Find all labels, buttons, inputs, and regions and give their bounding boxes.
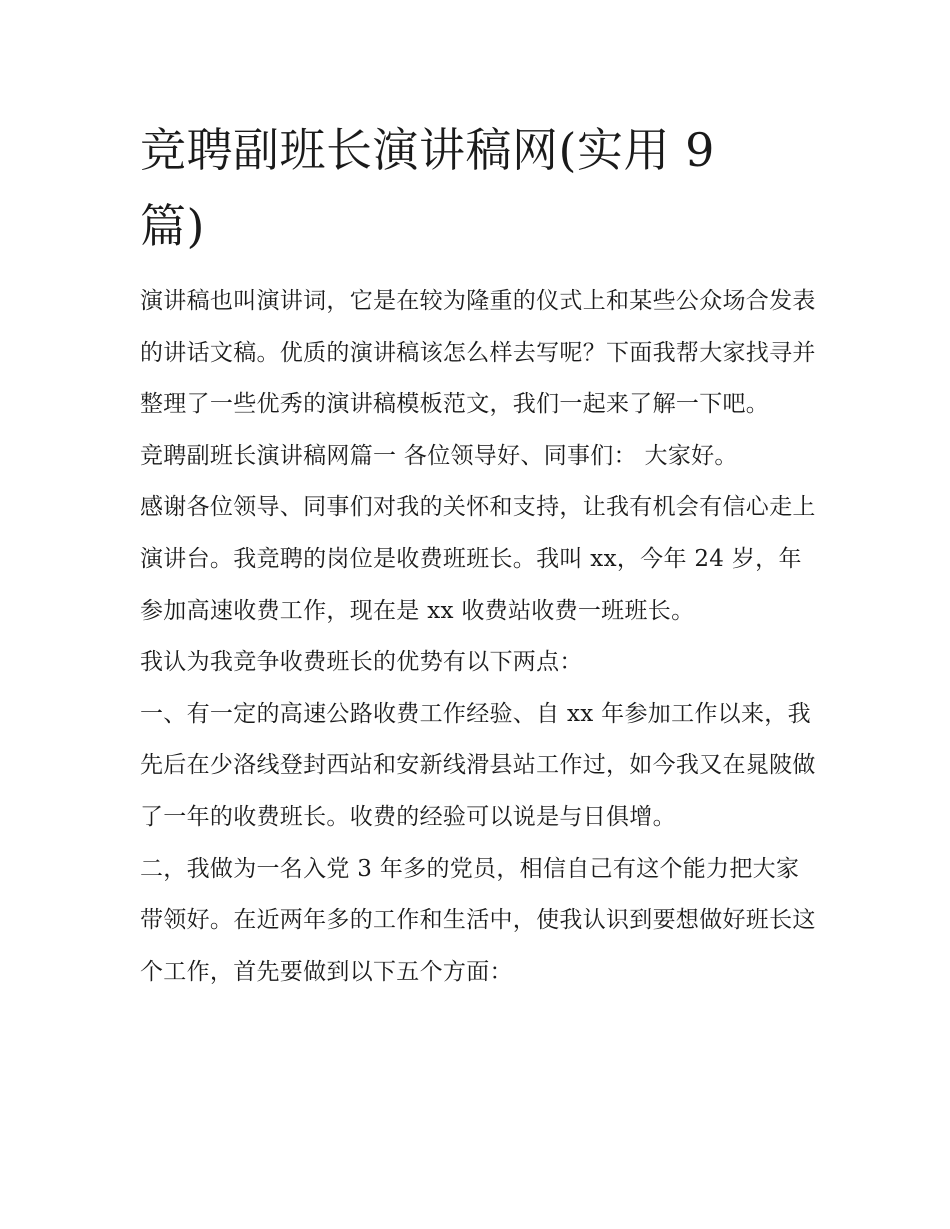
paragraph-advantage-one: 一、有一定的高速公路收费工作经验、自 xx 年参加工作以来，我先后在少洛线登封西站和安新线滑县站工作过，如今我又在晁陂做了一年的收费班长。收费的经验可以说是与日俱增。 [140,700,816,830]
paragraph-greeting: 竞聘副班长演讲稿网篇一 各位领导好、同事们： 大家好。 [140,442,738,469]
document-title: 竞聘副班长演讲稿网(实用 9 篇) [140,123,715,253]
paragraph-advantage-two: 二，我做为一名入党 3 年多的党员，相信自己有这个能力把大家带领好。在近两年多的工作和生活中，使我认识到要想做好班长这个工作，首先要做到以下五个方面： [140,855,816,985]
paragraph-intro: 演讲稿也叫演讲词，它是在较为隆重的仪式上和某些公众场合发表的讲话文稿。优质的演讲稿该怎么样去写呢？下面我帮大家找寻并整理了一些优秀的演讲稿模板范文，我们一起来了解一下吧。 [140,288,816,418]
paragraph-advantages-intro: 我认为我竞争收费班长的优势有以下两点： [140,649,583,676]
paragraph-thanks: 感谢各位领导、同事们对我的关怀和支持，让我有机会有信心走上演讲台。我竞聘的岗位是收费班班长。我叫 xx，今年 24 岁，年参加高速收费工作，现在是 xx 收费站收费一班班长。 [140,494,816,624]
document-body [140,112,820,998]
